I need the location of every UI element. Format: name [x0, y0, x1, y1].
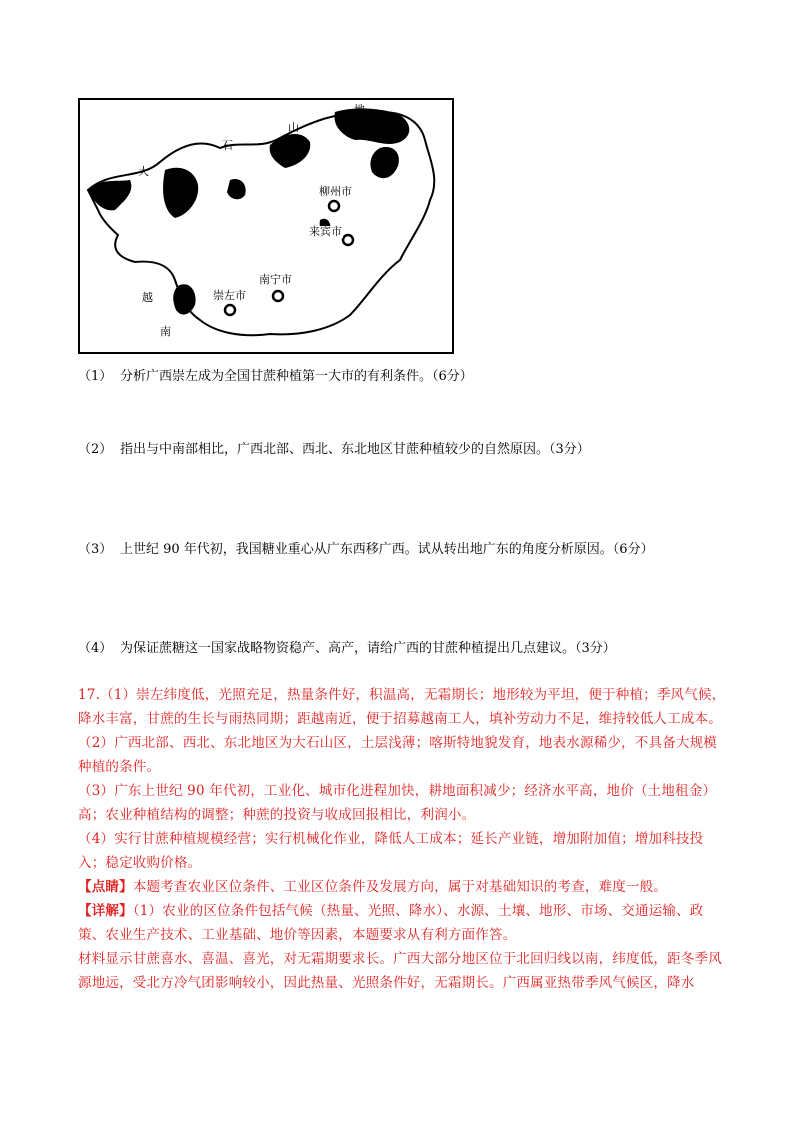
city-label-liuzhou: 柳州市 [319, 185, 352, 198]
guangxi-map [78, 98, 454, 354]
map-label-da: 大 [138, 165, 149, 178]
question-text: 指出与中南部相比，广西北部、西北、东北地区甘蔗种植较少的自然原因。（3分） [120, 442, 590, 457]
map-label-di: 地 [354, 103, 365, 116]
answer-detail-continued: 材料显示甘蔗喜水、喜温、喜光，对无霜期要求长。广西大部分地区位于北回归线以南，纬度低，距冬季风源地远，受北方冷气团影响较小，因此热量、光照条件好，无霜期长。广西属亚热带季风气候区，降水 [78, 951, 722, 991]
question-number: （4） [78, 641, 113, 656]
answer-part-1: 17.（1）崇左纬度低，光照充足，热量条件好，积温高，无霜期长；地形较为平坦，便于种植；季风气候，降水丰富，甘蔗的生长与雨热同期；距越南近，便于招募越南工人，填补劳动力不足，维持较低人工成本。 [78, 687, 726, 727]
map-label-shan: 山 [288, 121, 299, 134]
city-label-laibin: 来宾市 [309, 225, 342, 238]
city-label-nanning: 南宁市 [259, 273, 292, 286]
question-number: （3） [78, 542, 113, 557]
answer-part-2: （2）广西北部、西北、东北地区为大石山区，土层浅薄；喀斯特地貌发育，地表水源稀少，不具备大规模种植的条件。 [78, 735, 717, 775]
question-2 [78, 442, 590, 458]
map-label-shi: 石 [222, 139, 233, 152]
map-label-nan: 南 [160, 325, 171, 338]
question-number: （2） [78, 442, 113, 457]
answer-part-4: （4）实行甘蔗种植规模经营；实行机械化作业，降低人工成本；延长产业链，增加附加值；增加科技投入；稳定收购价格。 [78, 831, 704, 871]
map-graphic [80, 100, 452, 352]
answer-part-3: （3）广东上世纪 90 年代初，工业化、城市化进程加快，耕地面积减少；经济水平高，地价（土地租金）高；农业种植结构的调整；种蔗的投资与收成回报相比，利润小。 [78, 783, 717, 823]
answer-key-point [78, 875, 726, 899]
city-label-chongzuo: 崇左市 [213, 289, 246, 302]
answer-section [78, 683, 726, 995]
region-outline [88, 112, 434, 335]
question-text: 分析广西崇左成为全国甘蔗种植第一大市的有利条件。（6分） [120, 369, 473, 384]
question-number: （1） [78, 369, 113, 384]
question-text: 上世纪 90 年代初，我国糖业重心从广东西移广西。试从转出地广东的角度分析原因。（6分） [120, 542, 654, 557]
question-3 [78, 542, 654, 558]
question-text: 为保证蔗糖这一国家战略物资稳产、高产，请给广西的甘蔗种植提出几点建议。（3分） [120, 641, 616, 656]
answer-detail [78, 899, 726, 947]
detail-label: 【详解】 [78, 903, 133, 919]
key-point-text: 本题考查农业区位条件、工业区位条件及发展方向，属于对基础知识的考查，难度一般。 [132, 879, 668, 895]
question-4 [78, 641, 616, 657]
detail-text: （1）农业的区位条件包括气候（热量、光照、降水）、水源、土壤、地形、市场、交通运输、政策、农业生产技术、工业基础、地价等因素，本题要求从有利方面作答。 [78, 903, 704, 943]
map-label-yue: 越 [142, 291, 153, 304]
question-1 [78, 369, 473, 385]
key-point-label: 【点睛】 [78, 879, 133, 895]
